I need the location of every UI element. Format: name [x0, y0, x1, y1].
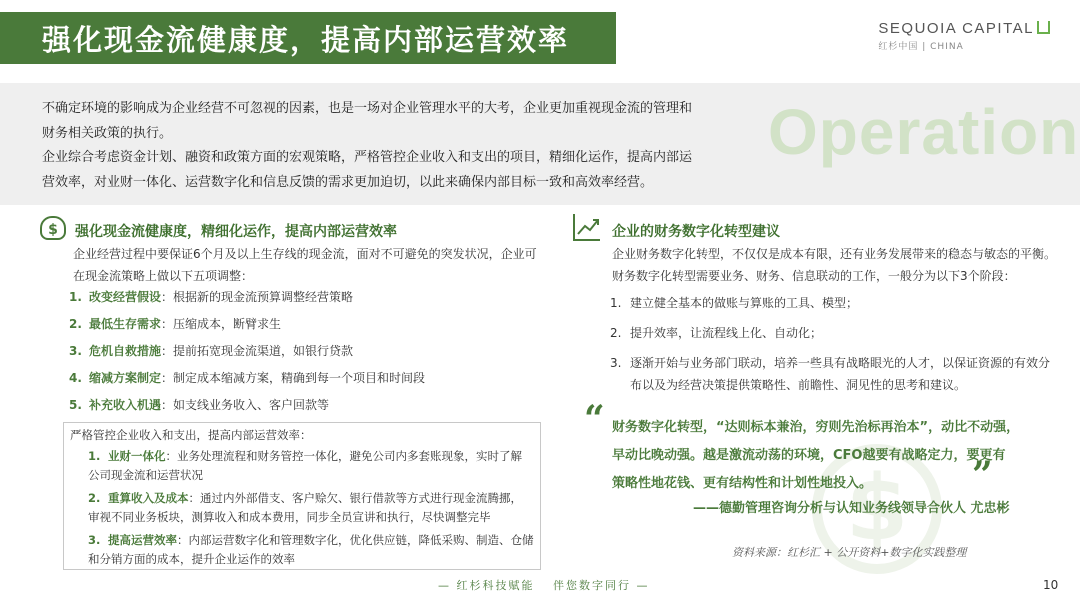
quote-line: 早动比晚动强。越是激流动荡的环境，CFO越要有战略定力，要更有: [612, 448, 1006, 463]
brand-name: SEQUOIA CAPITAL: [878, 20, 1034, 37]
footer-slogan: — 红杉科技赋能 伴您数字同行 —: [438, 579, 650, 592]
list-item: 4. 缩减方案制定：制定成本缩减方案，精确到每一个项目和时间段: [69, 371, 426, 385]
intro-text: [42, 97, 742, 195]
sequoia-logo-icon: [1037, 21, 1050, 34]
left-section-title: 强化现金流健康度，精细化运作，提高内部运营效率: [75, 224, 397, 240]
right-stage-list: [610, 292, 1050, 396]
list-item: 1. 业财一体化：业务处理流程和财务管控一体化，避免公司内多套账现象，实时了解 公司现金流和运营状况: [88, 449, 522, 482]
quote-attribution: ——德勤管理咨询分析与认知业务线领导合伙人 尤忠彬: [693, 501, 1010, 516]
list-item: 2. 最低生存需求：压缩成本，断臂求生: [69, 317, 282, 331]
dollar-watermark-icon: $: [812, 444, 942, 574]
list-item: 2. 提升效率，让流程线上化、自动化；: [610, 326, 823, 340]
operation-watermark: Operation: [768, 96, 1080, 168]
money-bag-icon: $: [40, 216, 66, 240]
page-title: 强化现金流健康度，提高内部运营效率: [42, 23, 570, 57]
desc-line: 财务数字化转型需要业务、财务、信息联动的工作，一般分为以下3个阶段：: [612, 269, 1016, 283]
quote-line: 策略性地花钱、更有结构性和计划性地投入。: [612, 476, 873, 491]
list-item: 5. 补充收入机遇：如支线业务收入、客户回款等: [69, 398, 330, 412]
brand-logo: [878, 20, 1050, 52]
desc-line: 企业经营过程中要保证6个月及以上生存线的现金流，面对不可避免的突发状况，企业可: [73, 247, 537, 261]
list-item: 3. 危机自救措施：提前拓宽现金流渠道，如银行贷款: [69, 344, 354, 358]
quote-text: [612, 414, 1032, 498]
right-section-title: 企业的财务数字化转型建议: [612, 224, 780, 240]
source-note: 资料来源：红杉汇 + 公开资料+数字化实践整理: [732, 546, 967, 559]
quote-close-icon: ”: [972, 454, 993, 496]
page-number: 10: [1043, 578, 1059, 592]
intro-line: 财务相关政策的执行。: [42, 125, 173, 141]
intro-line: 不确定环境的影响成为企业经营不可忽视的因素，也是一场对企业管理水平的大考，企业更加重视现金流的管理和: [42, 101, 693, 116]
quote-open-icon: “: [584, 398, 605, 440]
intro-line: 企业综合考虑资金计划、融资和政策方面的宏观策略，严格管控企业收入和支出的项目，精细化运作，提高内部运: [42, 150, 693, 165]
right-section-desc: [612, 243, 1062, 287]
trend-chart-icon: [572, 212, 602, 242]
left-section-desc: [73, 243, 553, 287]
list-item: 1. 改变经营假设：根据新的现金流预算调整经营策略: [69, 290, 354, 304]
desc-line: 在现金流策略上做以下五项调整：: [73, 269, 254, 283]
desc-line: 企业财务数字化转型，不仅仅是成本有限，还有业务发展带来的稳态与敏态的平衡。: [612, 247, 1057, 261]
left-adjustment-list: [69, 287, 425, 422]
intro-line: 营效率，对业财一体化、运营数字化和信息反馈的需求更加迫切，以此来确保内部目标一致和高效率经营。: [42, 174, 654, 190]
brand-subtitle: 红杉中国 | CHINA: [878, 42, 964, 52]
list-item: 1. 建立健全基本的做账与算账的工具、模型；: [610, 296, 859, 310]
sub-box-list: [88, 447, 538, 569]
list-item: 2. 重算收入及成本：通过内外部借支、客户赊欠、银行借款等方式进行现金流腾挪， 审视不同业务板块，测算收入和成本费用，同步全员宣讲和执行，尽快调整完毕: [88, 491, 522, 524]
sub-box-intro: 严格管控企业收入和支出，提高内部运营效率：: [70, 428, 312, 442]
list-item: 3. 提高运营效率：内部运营数字化和管理数字化，优化供应链，降低采购、制造、仓储 和分销方面的成本，提升企业运作的效率: [88, 533, 534, 566]
list-item: 3. 逐渐开始与业务部门联动，培养一些具有战略眼光的人才，以保证资源的有效分 布以及为经营决策提供策略性、前瞻性、洞见性的思考和建议。: [610, 356, 1051, 392]
quote-line: 财务数字化转型，“达则标本兼治，穷则先治标再治本”，动比不动强，: [612, 420, 1020, 435]
